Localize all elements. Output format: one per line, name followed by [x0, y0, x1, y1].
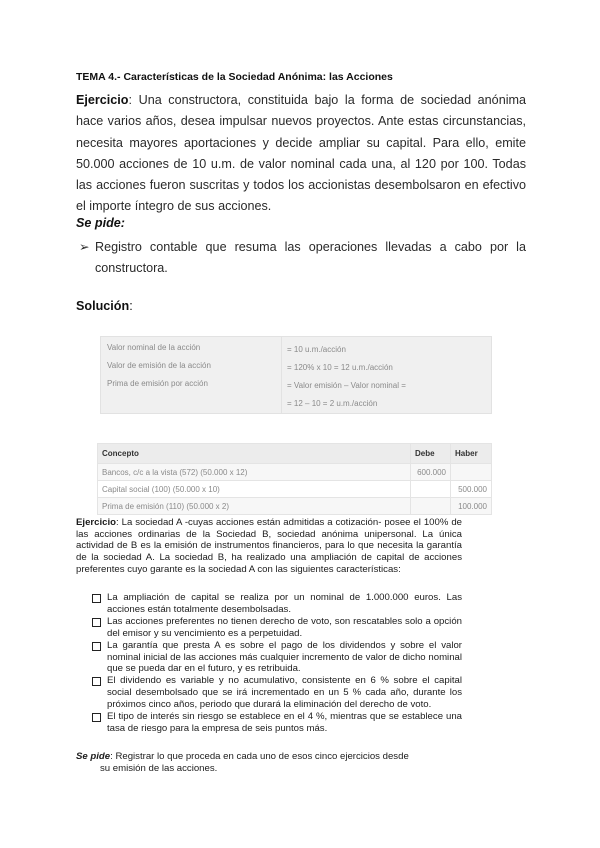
- checkbox-bullet-icon: [92, 677, 101, 686]
- table-row: [98, 464, 492, 481]
- journal-entry-table: [97, 443, 492, 515]
- table-row: [98, 481, 492, 498]
- list-item-text: Las acciones preferentes no tienen derecho de voto, son rescatables solo a opción del emisor y su vencimiento es a perpetuidad.: [107, 615, 462, 639]
- cell-concepto: Capital social (100) (50.000 x 10): [98, 481, 411, 498]
- cell-haber: 500.000: [451, 481, 492, 498]
- cell-haber: 100.000: [451, 498, 492, 515]
- cell-debe: 600.000: [411, 464, 451, 481]
- exercise-2-label: Ejercicio: [76, 517, 116, 528]
- header-concepto: Concepto: [98, 444, 411, 464]
- list-item: [92, 640, 462, 675]
- list-item: [92, 711, 462, 734]
- value-label: Prima de emisión por acción: [107, 379, 208, 388]
- cell-debe: [411, 498, 451, 515]
- values-box: [100, 336, 492, 414]
- cell-concepto: Bancos, c/c a la vista (572) (50.000 x 12): [98, 464, 411, 481]
- checkbox-bullet-icon: [92, 594, 101, 603]
- list-item-text: La garantía que presta A es sobre el pago de los dividendos y sobre el valor nominal inicial de las acciones más cualquier incremento de valor de dicho nominal que se pueda dar en el futuro, y es retribuida.: [107, 639, 462, 675]
- exercise-1-paragraph: [76, 90, 526, 218]
- cell-concepto: Prima de emisión (110) (50.000 x 2): [98, 498, 411, 515]
- exercise-2-se-pide: [76, 751, 462, 763]
- solution-heading: [76, 299, 133, 313]
- cut-off-line: [100, 763, 400, 774]
- list-item-text: El dividendo es variable y no acumulativo, consistente en 6 % sobre el capital social desembolsado que se irá incrementado en un 5 % cada año, durante los próximos cinco años, periodo que durará la eliminación del derecho de voto.: [107, 675, 462, 710]
- cell-haber: [451, 464, 492, 481]
- table-header-row: [98, 444, 492, 464]
- exercise-1-label: Ejercicio: [76, 93, 129, 107]
- cut-off-text: su emisión de las acciones.: [100, 763, 218, 774]
- task-text: Registro contable que resuma las operaciones llevadas a cabo por la constructora.: [95, 240, 526, 276]
- checkbox-bullet-icon: [92, 713, 101, 722]
- list-item: [92, 616, 462, 639]
- header-haber: Haber: [451, 444, 492, 464]
- table-row: [98, 498, 492, 515]
- exercise-2-paragraph: [76, 517, 462, 576]
- solution-label: Solución: [76, 299, 130, 313]
- checkbox-bullet-icon: [92, 618, 101, 627]
- checkbox-bullet-icon: [92, 642, 101, 651]
- characteristics-list: [92, 592, 462, 735]
- value-label: Valor de emisión de la acción: [107, 361, 211, 370]
- value-formula: = 120% x 10 = 12 u.m./acción: [287, 363, 393, 372]
- value-formula: = 12 – 10 = 2 u.m./acción: [287, 399, 378, 408]
- list-item-text: La ampliación de capital se realiza por un nominal de 1.000.000 euros. Las acciones están totalmente desembolsadas.: [107, 592, 462, 615]
- value-formula: = Valor emisión – Valor nominal =: [287, 381, 406, 390]
- se-pide-text: : Registrar lo que proceda en cada uno de esos cinco ejercicios desde: [110, 751, 409, 762]
- list-item: [92, 592, 462, 615]
- task-bullet: [76, 237, 526, 280]
- values-divider: [281, 337, 282, 413]
- solution-colon: :: [129, 299, 133, 313]
- exercise-2-text: : La sociedad A -cuyas acciones están admitidas a cotización- posee el 100% de las acciones ordinarias de la Sociedad B, sociedad anónima unipersonal. La única actividad de B es la emisión de instrumentos financieros, para lo que necesita la garantía de la sociedad A. La sociedad B, ha realizado una ampliación de capital de acciones preferentes cuyo garante es la sociedad A con las siguientes características:: [76, 517, 462, 575]
- se-pide-heading: Se pide:: [76, 216, 125, 230]
- se-pide-label: Se pide: [76, 751, 111, 762]
- cell-debe: [411, 481, 451, 498]
- list-item-text: El tipo de interés sin riesgo se establece en el 4 %, mientras que se establece una tasa de riesgo para la empresa de seis puntos más.: [107, 711, 462, 734]
- page-heading: TEMA 4.- Características de la Sociedad Anónima: las Acciones: [76, 71, 393, 83]
- header-debe: Debe: [411, 444, 451, 464]
- value-formula: = 10 u.m./acción: [287, 345, 346, 354]
- exercise-1-text: : Una constructora, constituida bajo la forma de sociedad anónima hace varios años, desea impulsar nuevos proyectos. Ante estas circunstancias, necesita mayores aportaciones y decide ampliar su capital. Para ello, emite 50.000 acciones de 10 u.m. de valor nominal cada una, al 120 por 100. Todas las acciones fueron suscritas y todos los accionistas desembolsaron en efectivo el importe íntegro de sus acciones.: [76, 93, 526, 214]
- value-label: Valor nominal de la acción: [107, 343, 201, 352]
- arrow-bullet-icon: ➢: [79, 240, 90, 254]
- list-item: [92, 675, 462, 710]
